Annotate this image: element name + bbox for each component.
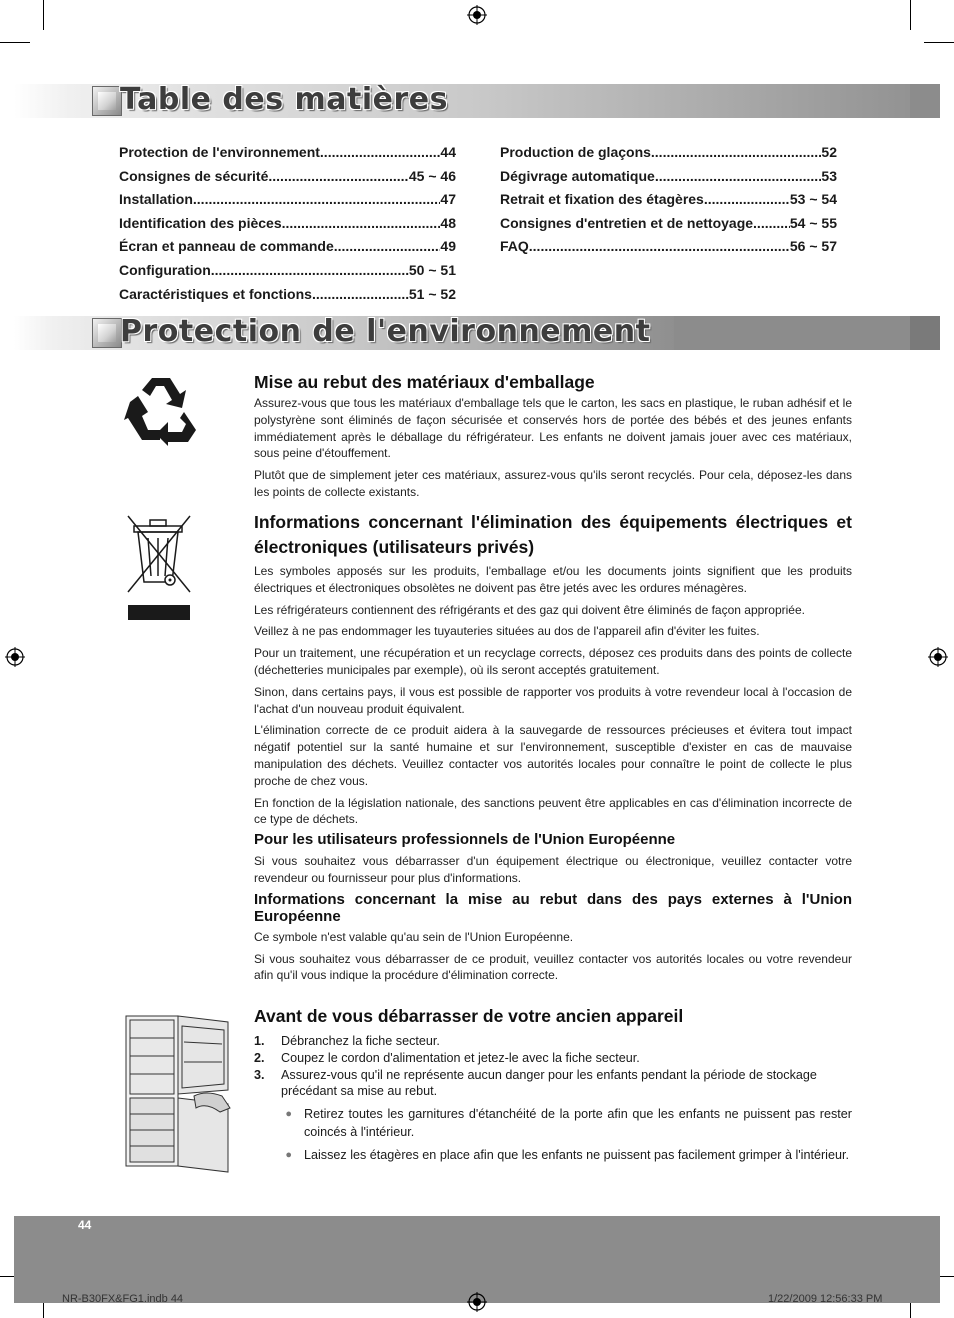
crossed-bin-icon [124, 514, 192, 622]
page-number: 44 [78, 1218, 92, 1232]
section-before-disposal [254, 1006, 852, 1165]
toc-entry[interactable] [500, 188, 837, 212]
toc-entry-label: Configuration.. [119, 261, 219, 278]
toc-entry-page: 48 [440, 214, 456, 231]
paragraph: Pour un traitement, une récupération et un recyclage corrects, déposez ces produits dans des points de collecte (déchetteries municipales par exemple), où ils seront acceptés gratuitement. [254, 646, 852, 677]
toc-entry-page: 44 [440, 144, 456, 160]
toc-entry-label: Caractéristiques et fonctions [119, 285, 312, 302]
paragraph: Si vous souhaitez vous débarrasser de ce produit, veuillez contacter vos autorités locales ou votre revendeur afin qu'il vous indique la procédure d'élimination correcte. [254, 951, 852, 983]
section-heading: Avant de vous débarrasser de votre ancien appareil [254, 1006, 684, 1026]
toc-leader [268, 165, 409, 189]
toc-entry[interactable] [119, 165, 456, 189]
registration-mark-icon [5, 647, 25, 667]
fridge-illustration-icon [124, 1012, 234, 1176]
bullet-icon: ● [285, 1149, 292, 1162]
toc-entry-label: Protection de l'environnement [119, 144, 320, 160]
toc-leader [193, 188, 441, 212]
toc-entry-label: Production de glaçons [500, 144, 651, 160]
toc-entry[interactable] [500, 165, 837, 189]
toc-entry[interactable] [119, 212, 456, 236]
sub-heading: Informations concernant la mise au rebut dans des pays externes à l'Union Européenne [254, 890, 852, 925]
list-item: 1. Débranchez la fiche secteur. [254, 1034, 440, 1048]
page-title: Table des matières [120, 82, 448, 117]
toc-entry[interactable] [500, 141, 837, 165]
section-weee [254, 510, 852, 984]
registration-mark-icon [467, 1292, 487, 1312]
paragraph: L'élimination correcte de ce produit aidera à la sauvegarde de ressources précieuses et évitera tout impact négatif potentiel sur la santé humaine et sur l'environnement, susceptible d'exister en cas de mauvaise manipulation des déchets. Veuillez contacter vos autorités locales pour connaître le point de collecte le plus proche de chez vous. [254, 723, 852, 788]
toc-leader [651, 141, 822, 165]
toc-entry-page: 56 ~ 57 [789, 238, 837, 255]
header-square-icon [92, 86, 122, 116]
toc-leader [655, 165, 822, 189]
footer-band [14, 1216, 940, 1276]
print-timestamp: 1/22/2009 12:56:33 PM [768, 1293, 883, 1305]
toc-entry-label: FAQ [500, 238, 529, 255]
section-packaging [254, 372, 852, 501]
toc-right-column [500, 141, 837, 259]
toc-entry[interactable] [119, 141, 456, 165]
registration-mark-icon [467, 5, 487, 25]
toc-entry[interactable] [500, 212, 837, 236]
section-header-environment [14, 316, 940, 350]
paragraph: Plutôt que de simplement jeter ces matériaux, assurez-vous qu'ils seront recyclés. Pour cela, déposez-les dans les points de collecte existants. [254, 468, 852, 499]
sub-heading: Pour les utilisateurs professionnels de l'Union Européenne [254, 831, 676, 849]
toc-entry[interactable] [119, 259, 456, 283]
paragraph: Les réfrigérateurs contiennent des réfrigérants et des gaz qui doivent être éliminés de façon appropriée. [254, 602, 805, 617]
bullet-item: ● Laissez les étagères en place afin que les enfants ne puissent pas facilement grimper à l'intérieur. [254, 1147, 852, 1165]
steps-list [254, 1033, 852, 1100]
toc-leader [282, 212, 441, 236]
paragraph: Assurez-vous que tous les matériaux d'emballage tels que le carton, les sacs en plastique, le ruban adhésif et le polystyrène sont éliminés de façon sécurisée et conservés hors de portée des bébés et des jeunes enfants immédiatement après le déballage du réfrigérateur. Les enfants ne doivent jamais jouer avec ces matériaux, sous peine d'étouffement. [254, 396, 852, 461]
toc-leader [312, 283, 409, 307]
toc-entry-label: Retrait et fixation des étagères [500, 191, 704, 208]
toc-entry-label: Dégivrage automatique [500, 167, 655, 184]
file-slug: NR-B30FX&FG1.indb 44 [62, 1293, 184, 1305]
toc-entry-label: Consignes d'entretien et de nettoyage [500, 214, 754, 231]
recycle-icon [122, 374, 200, 446]
toc-left-column [119, 141, 456, 306]
paragraph: Veillez à ne pas endommager les tuyauteries situées au dos de l'appareil afin d'éviter les fuites. [254, 624, 760, 639]
list-item: 2. Coupez le cordon d'alimentation et jetez-le avec la fiche secteur. [254, 1050, 640, 1065]
paragraph: Ce symbole n'est valable qu'au sein de l'Union Européenne. [254, 929, 574, 944]
toc-entry-page: 45 ~ 46 [408, 167, 456, 184]
toc-entry[interactable] [119, 188, 456, 212]
section-heading: Informations concernant l'élimination des équipements électriques et électroniques (utilisateurs privés) [254, 512, 852, 557]
toc-entry[interactable] [119, 235, 456, 259]
toc-entry-label: Installation [119, 191, 193, 208]
toc-entry[interactable] [500, 235, 837, 259]
toc-entry-page: 54 ~ 55 [789, 214, 837, 231]
section-header-toc [14, 84, 940, 118]
bullet-icon: ● [285, 1108, 292, 1121]
toc-entry-page: 47 [440, 191, 456, 208]
toc-entry-page: 53 [821, 167, 837, 184]
bullet-item: ● Retirez toutes les garnitures d'étanchéité de la porte afin que les enfants ne puissent pas rester coincés à l'intérieur. [254, 1106, 852, 1141]
toc-leader [320, 141, 441, 165]
section-heading: Mise au rebut des matériaux d'emballage [254, 372, 595, 392]
registration-mark-icon [928, 647, 948, 667]
header-square-icon [92, 318, 122, 348]
toc-entry[interactable] [119, 283, 456, 307]
toc-leader [704, 188, 790, 212]
toc-leader [334, 235, 441, 259]
toc-entry-page: 50 ~ 51 [408, 261, 456, 278]
toc-entry-label: Identification des pièces [119, 214, 282, 231]
list-item: 3. Assurez-vous qu'il ne représente aucun danger pour les enfants pendant la période de stockage précédant sa mise au rebut. [254, 1067, 817, 1099]
toc-entry-page: 52 [821, 144, 837, 160]
toc-entry-label: Écran et panneau de commande [119, 238, 334, 255]
paragraph: Si vous souhaitez vous débarrasser d'un équipement électrique ou électronique, veuillez contacter votre revendeur ou fournisseur pour plus d'informations. [254, 854, 852, 885]
toc-entry-label: Consignes de sécurité [119, 167, 269, 184]
toc-entry-page: 51 ~ 52 [408, 285, 456, 302]
toc-leader [753, 212, 790, 236]
toc-entry-page: 53 ~ 54 [789, 191, 837, 208]
paragraph: Sinon, dans certains pays, il vous est possible de rapporter vos produits à votre revendeur local à l'occasion de l'achat d'un nouveau produit équivalent. [254, 684, 852, 716]
paragraph: En fonction de la législation nationale, des sanctions peuvent être applicables en cas d'élimination incorrecte de ce type de déchets. [254, 795, 852, 827]
toc-leader [529, 235, 790, 259]
toc-leader [219, 259, 409, 283]
toc-entry-page: 49 [440, 238, 456, 255]
section-title: Protection de l'environnement [120, 314, 651, 349]
paragraph: Les symboles apposés sur les produits, l'emballage et/ou les documents joints signifient que les produits électriques et électroniques obsolètes ne doivent pas être jetés avec les ordures ménagères. [254, 564, 852, 595]
